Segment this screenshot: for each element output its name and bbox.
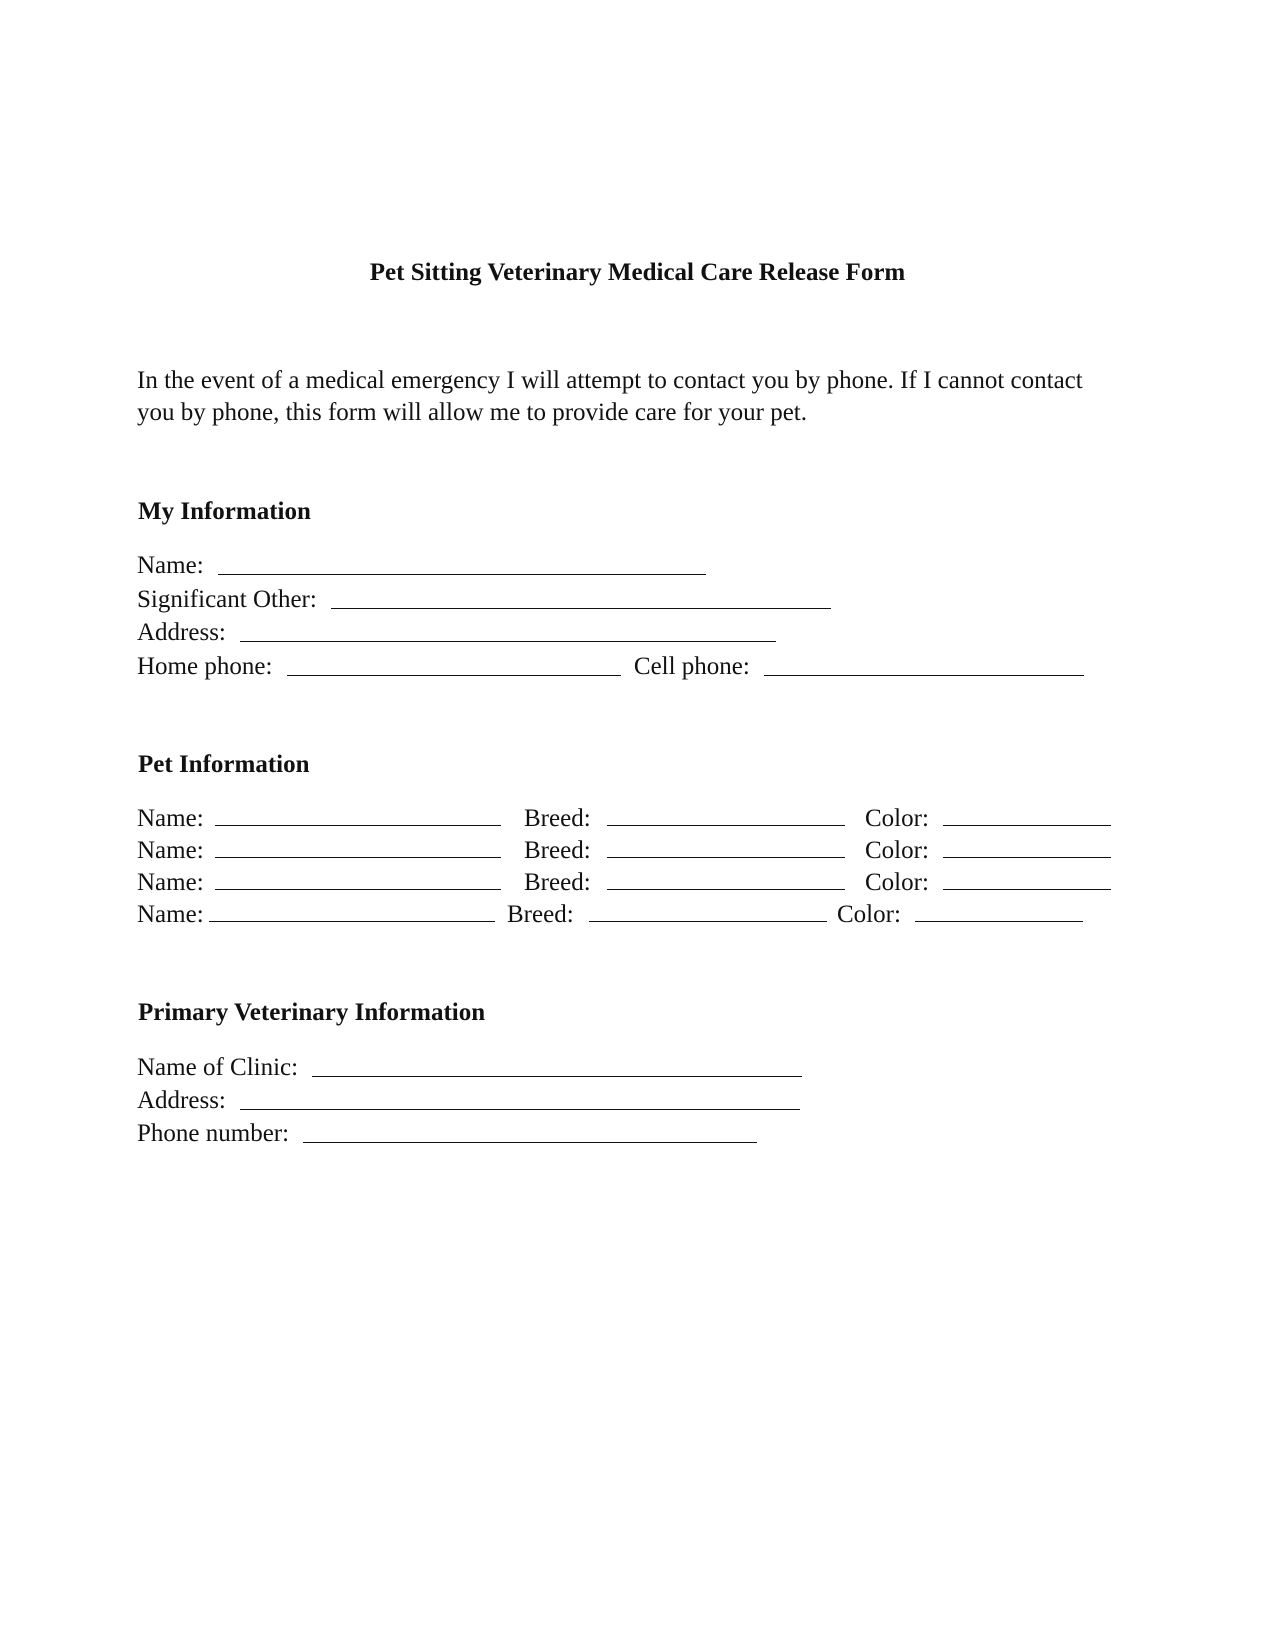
vet-information-heading: Primary Veterinary Information (138, 999, 486, 1026)
pet-color-label: Color: (865, 805, 929, 832)
vet-address-field[interactable] (240, 1087, 800, 1110)
pet-name-field[interactable] (209, 899, 495, 922)
home-phone-field[interactable] (287, 653, 621, 676)
pet-breed-label: Breed: (524, 869, 591, 896)
pet-color-field[interactable] (943, 803, 1111, 826)
vet-phone-label: Phone number: (137, 1120, 290, 1147)
cell-phone-label: Cell phone: (633, 653, 750, 680)
home-phone-label: Home phone: (137, 653, 273, 680)
cell-phone-field[interactable] (764, 653, 1084, 676)
pet-breed-label: Breed: (524, 805, 591, 832)
pet-name-label: Name: (137, 837, 204, 864)
pet-color-label: Color: (837, 901, 901, 928)
pet-row (137, 867, 1117, 899)
my-name-field[interactable] (218, 552, 706, 575)
pet-color-label: Color: (865, 837, 929, 864)
pet-breed-label: Breed: (524, 837, 591, 864)
my-address-label: Address: (137, 619, 226, 646)
significant-other-row (137, 584, 831, 616)
pet-row (137, 835, 1117, 867)
form-title: Pet Sitting Veterinary Medical Care Release Form (369, 259, 906, 286)
my-address-row (137, 617, 776, 649)
intro-line-2: you by phone, this form will allow me to provide care for your pet. (137, 399, 807, 426)
pet-color-label: Color: (865, 869, 929, 896)
pet-breed-field[interactable] (607, 867, 845, 890)
vet-address-row (137, 1085, 800, 1117)
intro-line-1: In the event of a medical emergency I will attempt to contact you by phone. If I cannot contact (137, 367, 1083, 394)
my-name-label: Name: (137, 552, 204, 579)
significant-other-field[interactable] (331, 586, 831, 609)
pet-name-field[interactable] (215, 835, 501, 858)
pet-color-field[interactable] (915, 899, 1083, 922)
pet-color-field[interactable] (943, 835, 1111, 858)
pet-breed-field[interactable] (589, 899, 827, 922)
pet-name-label: Name: (137, 869, 204, 896)
pet-color-field[interactable] (943, 867, 1111, 890)
intro-paragraph (137, 365, 1157, 429)
pet-name-field[interactable] (215, 803, 501, 826)
my-name-row (137, 550, 706, 582)
my-information-heading: My Information (138, 498, 311, 525)
pet-name-label: Name: (137, 805, 204, 832)
vet-address-label: Address: (137, 1087, 226, 1114)
clinic-name-field[interactable] (312, 1054, 802, 1077)
clinic-row (137, 1052, 802, 1084)
significant-other-label: Significant Other: (137, 586, 317, 613)
pet-row (137, 899, 1117, 931)
pet-information-heading: Pet Information (138, 751, 310, 778)
clinic-name-label: Name of Clinic: (137, 1054, 299, 1081)
pet-name-field[interactable] (215, 867, 501, 890)
pet-name-label: Name: (137, 901, 204, 928)
vet-phone-field[interactable] (303, 1120, 757, 1143)
vet-phone-row (137, 1118, 757, 1150)
pet-breed-label: Breed: (507, 901, 574, 928)
pet-breed-field[interactable] (607, 803, 845, 826)
pet-row (137, 803, 1117, 835)
pet-breed-field[interactable] (607, 835, 845, 858)
phone-row (137, 651, 1084, 683)
my-address-field[interactable] (240, 619, 776, 642)
